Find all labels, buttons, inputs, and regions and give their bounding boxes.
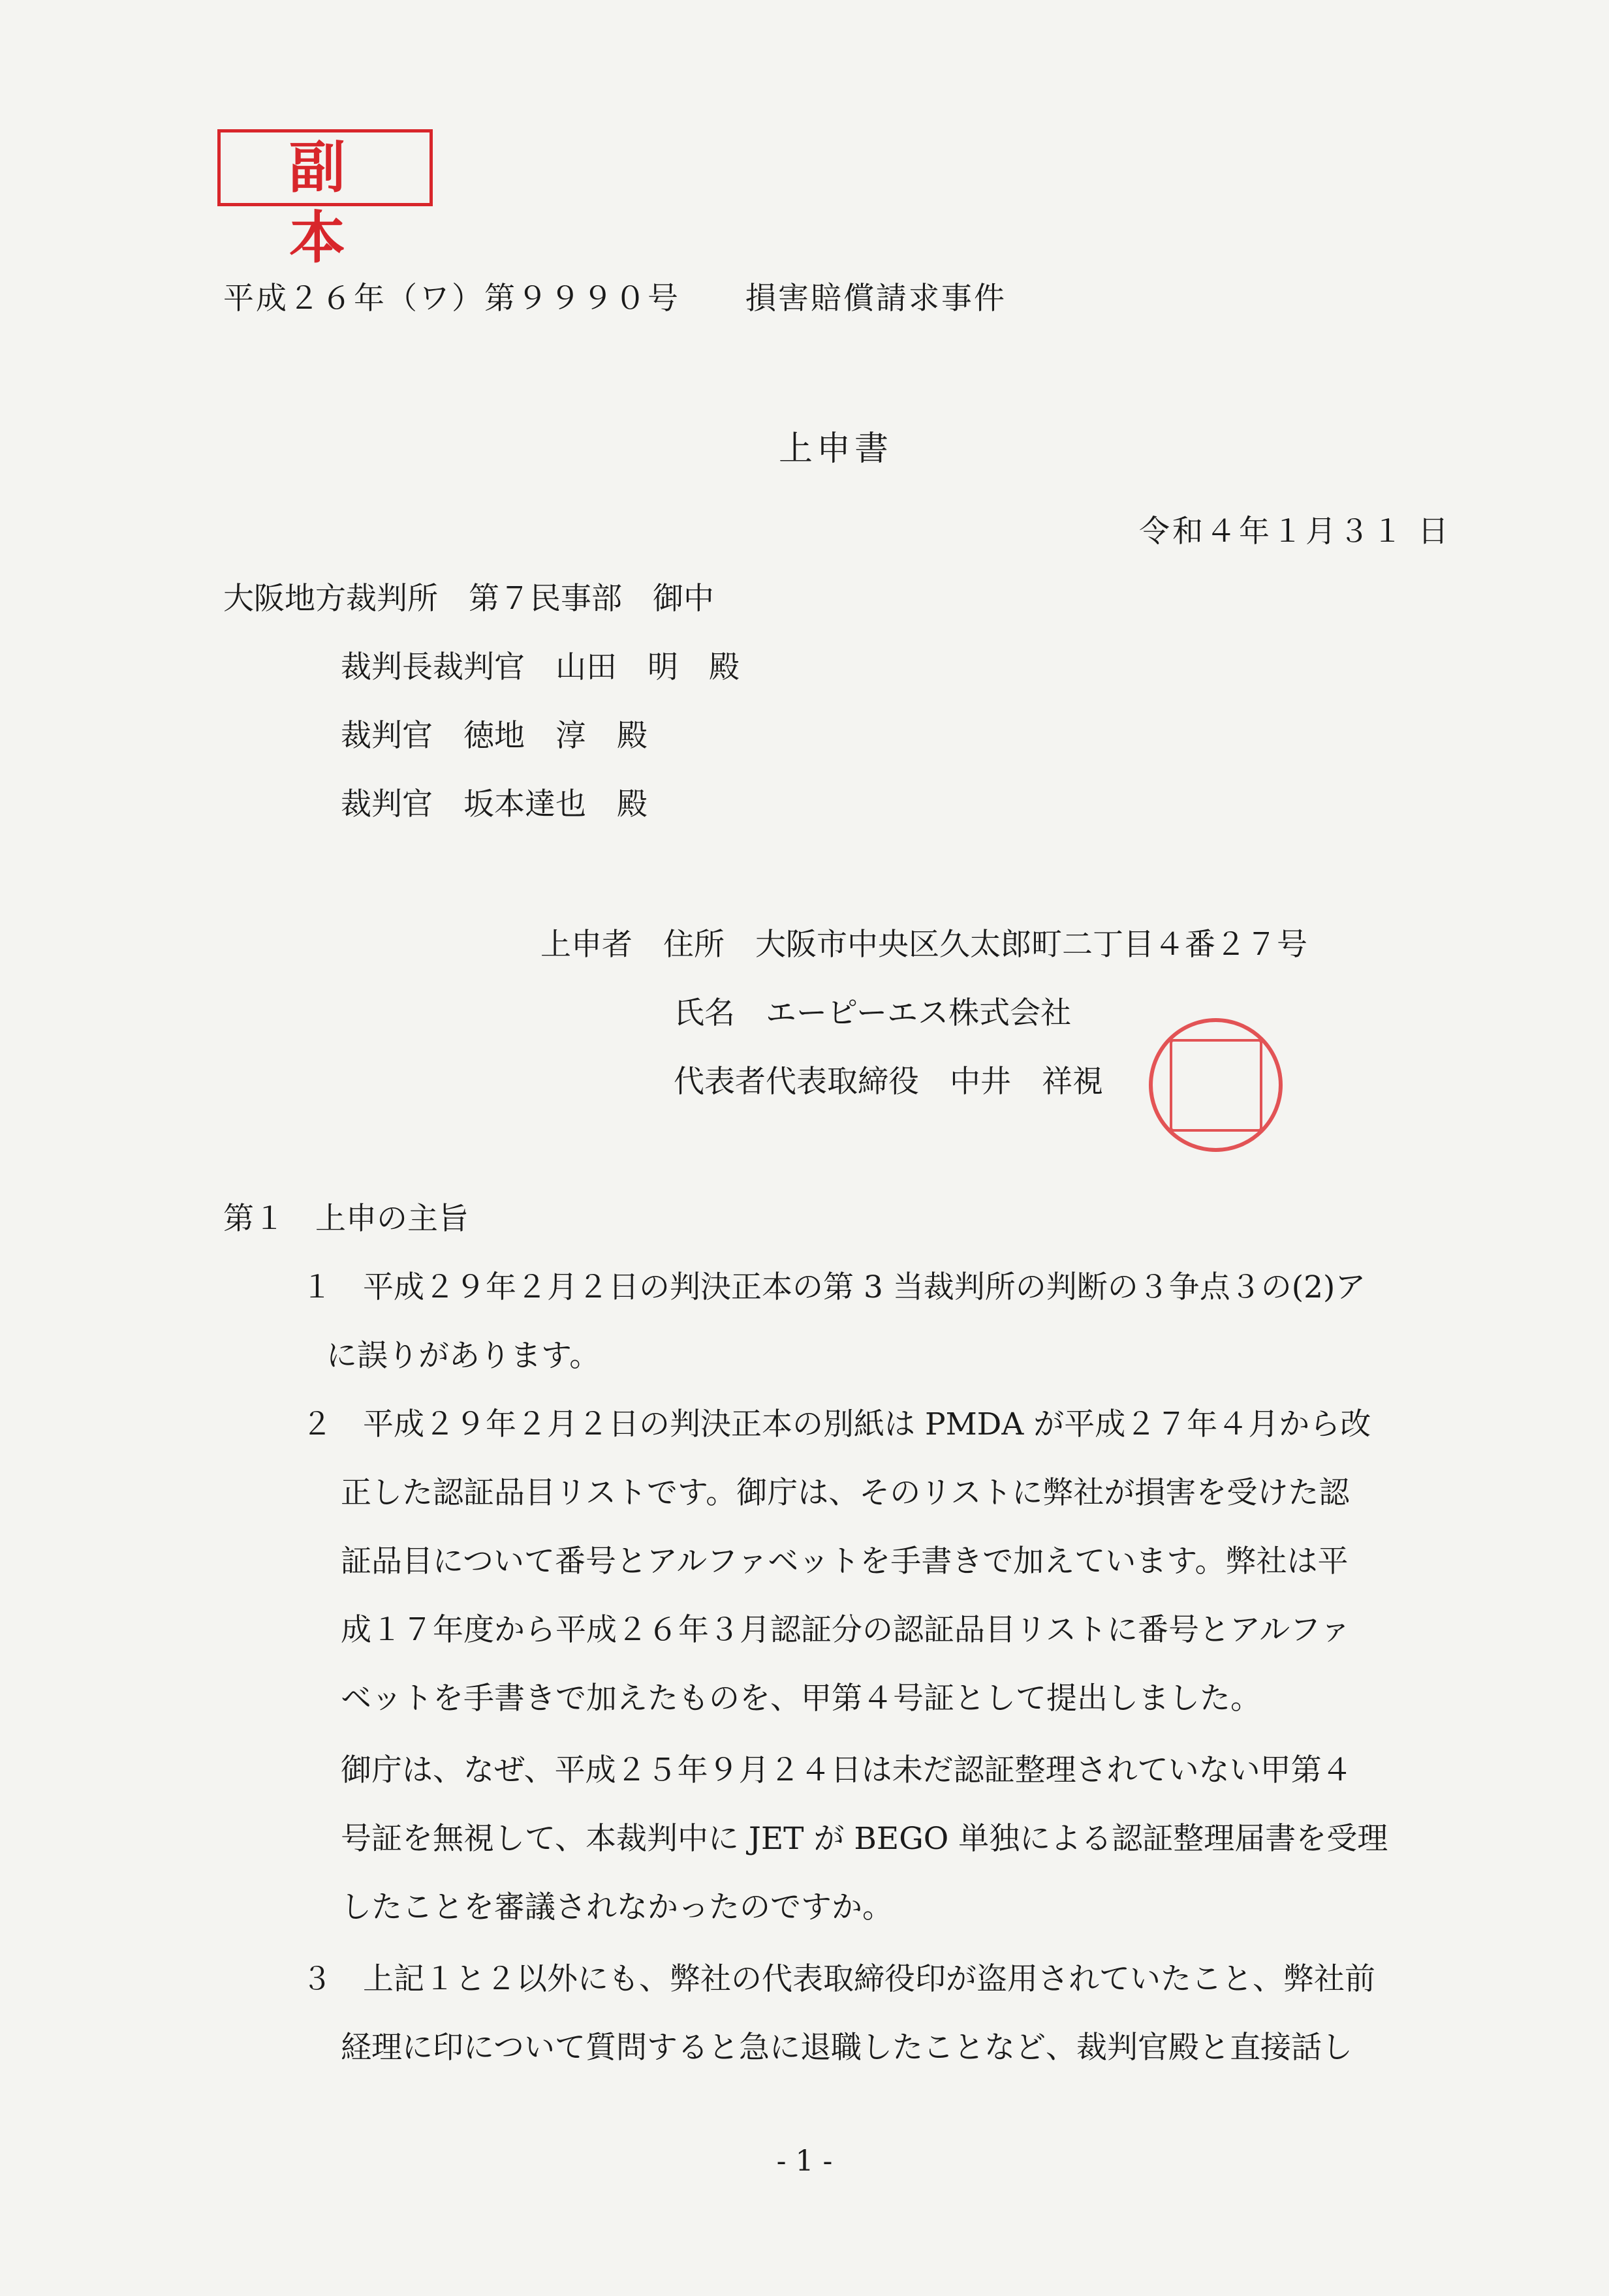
body-line: 成１７年度から平成２６年３月認証分の認証品目リストに番号とアルファ (341, 1612, 1351, 1648)
case-number: 平成２６年（ワ）第９９９０号 損害賠償請求事件 (223, 281, 1007, 317)
body-line: 御庁は、なぜ、平成２５年９月２４日は未だ認証整理されていない甲第４ (341, 1752, 1352, 1788)
judge: 裁判官 徳地 淳 殿 (341, 718, 648, 754)
filer-address: 上申者 住所 大阪市中央区久太郎町二丁目４番２７号 (540, 927, 1307, 963)
judge: 裁判官 坂本達也 殿 (341, 786, 648, 822)
body-line: したことを審議されなかったのですか。 (341, 1889, 893, 1925)
body-line: に誤りがあります。 (326, 1338, 601, 1374)
body-line: 号証を無視して、本裁判中に JET が BEGO 単独による認証整理届書を受理 (341, 1821, 1388, 1857)
filer-name: 氏名 エーピーエス株式会社 (674, 995, 1072, 1031)
page-number: - 1 - (776, 2145, 833, 2178)
body-line: １ 平成２９年２月２日の判決正本の第 3 当裁判所の判断の３争点３の(2)ア (302, 1269, 1366, 1305)
company-seal (1149, 1018, 1283, 1152)
presiding-judge: 裁判長裁判官 山田 明 殿 (341, 649, 740, 685)
document-date: 令和４年１月３１ 日 (1139, 514, 1451, 550)
body-line: ベットを手書きで加えたものを、甲第４号証として提出しました。 (341, 1681, 1261, 1716)
section-heading: 第１ 上申の主旨 (223, 1201, 469, 1237)
body-line: ２ 平成２９年２月２日の判決正本の別紙は PMDA が平成２７年４月から改 (302, 1406, 1371, 1442)
body-line: ３ 上記１と２以外にも、弊社の代表取締役印が盗用されていたこと、弊社前 (302, 1961, 1375, 1997)
body-line: 正した認証品目リストです。御庁は、そのリストに弊社が損害を受けた認 (341, 1475, 1350, 1511)
body-line: 経理に印について質問すると急に退職したことなど、裁判官殿と直接話し (341, 2030, 1353, 2066)
copy-stamp: 副本 (217, 129, 433, 206)
body-line: 証品目について番号とアルファベットを手書きで加えています。弊社は平 (341, 1544, 1349, 1579)
seal-inner-square (1170, 1039, 1262, 1132)
filer-representative: 代表者代表取締役 中井 祥視 (674, 1064, 1103, 1100)
court-addressee: 大阪地方裁判所 第７民事部 御中 (223, 581, 714, 617)
document-title: 上申書 (778, 429, 892, 469)
